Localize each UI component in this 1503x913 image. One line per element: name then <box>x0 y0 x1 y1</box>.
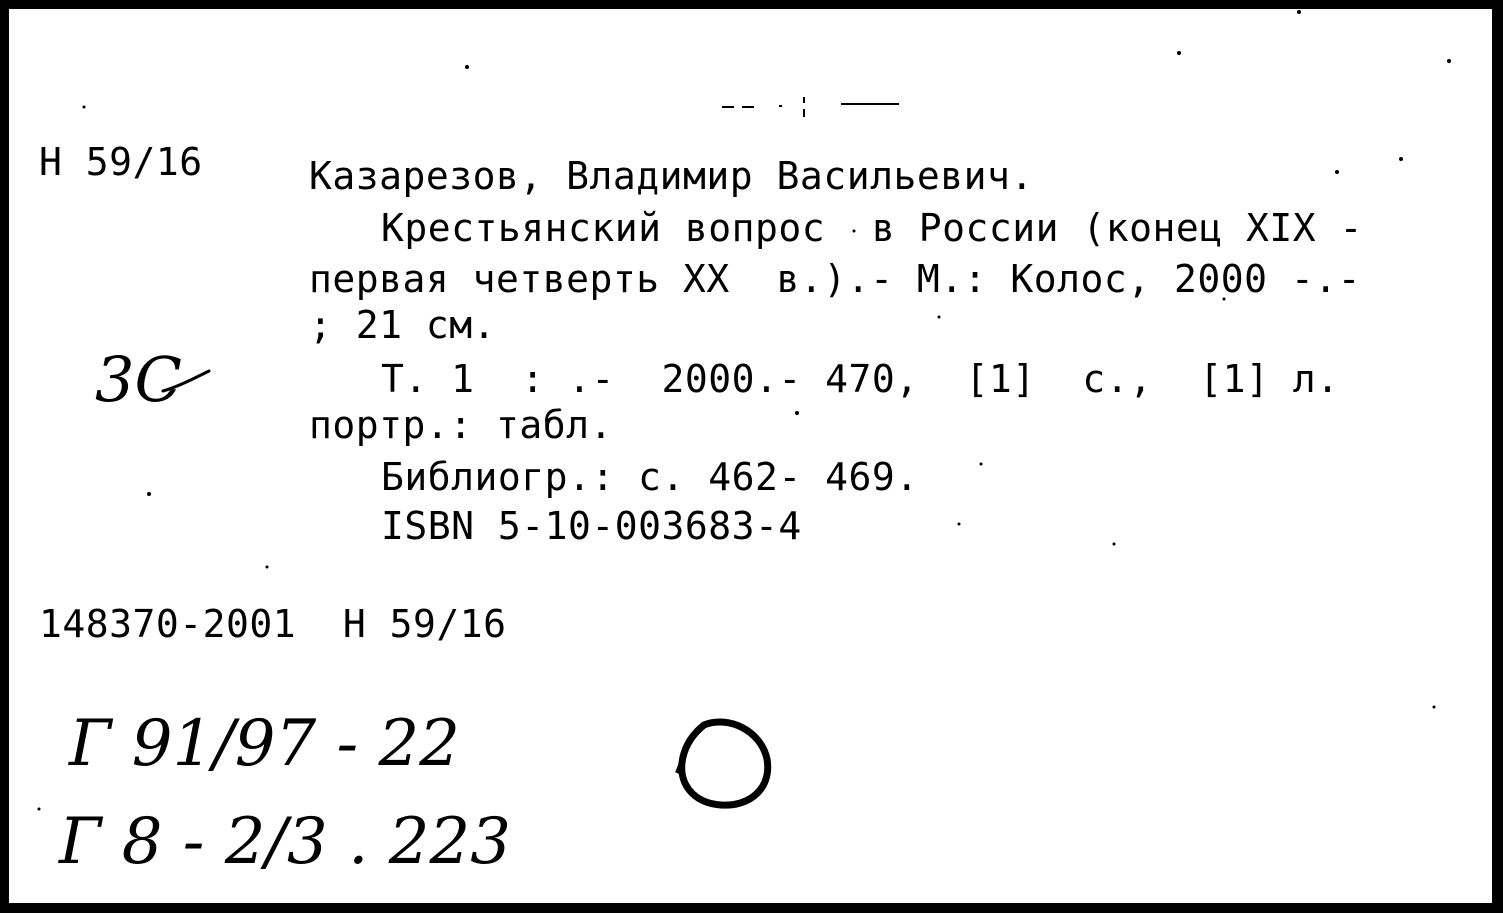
handwritten-mark: 3С <box>95 343 182 416</box>
volume-line-1: Т. 1 : .- 2000.- 470, [1] с., [1] л. <box>381 357 1340 401</box>
title-line-1: Крестьянский вопрос в России (конец XIX - <box>381 206 1363 250</box>
handwritten-shelf-mark-1: Г 91/97 - 22 <box>69 707 460 781</box>
handwritten-mark-tail <box>159 367 219 397</box>
isbn: ISBN 5-10-003683-4 <box>381 504 802 548</box>
handwritten-shelf-mark-2: Г 8 - 2/3 . 223 <box>59 805 511 879</box>
author-heading: Казарезов, Владимир Васильевич. <box>309 154 1034 198</box>
title-line-2: первая четверть XX в.).- М.: Колос, 2000 -.- <box>309 257 1362 301</box>
record-number: 148370-2001 Н 59/16 <box>39 602 507 646</box>
handwritten-circle <box>669 711 779 821</box>
call-number: Н 59/16 <box>39 140 203 184</box>
title-line-3: ; 21 см. <box>309 303 497 347</box>
volume-line-2: портр.: табл. <box>309 403 613 447</box>
bibliography-note: Библиогр.: с. 462- 469. <box>381 455 919 499</box>
